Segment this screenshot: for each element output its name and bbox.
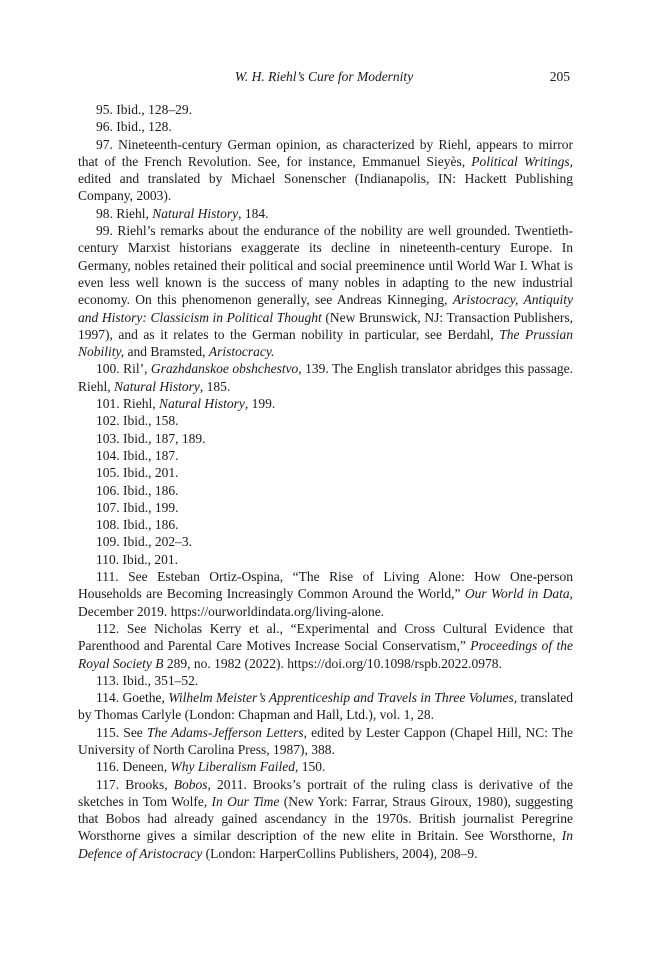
endnote-text: See Nicholas Kerry et al., “Experimental and Cross Cultural Evidence that Parenthood and Parental Care Motives Increase Social Conservatism,” [78, 620, 573, 654]
endnote-text: Riehl, [119, 396, 159, 412]
endnote-text: Ibid., 201. [119, 465, 179, 481]
endnote-text: , 185. [199, 378, 231, 394]
endnote-text: Ibid., 186. [119, 517, 179, 533]
endnote-text: Ibid., 187. [119, 447, 179, 463]
endnote-number: 100. [96, 361, 120, 377]
endnote [78, 758, 573, 775]
endnote [78, 672, 573, 689]
endnote-number: 97. [96, 136, 113, 152]
endnote [78, 689, 573, 724]
endnote-text: , December 2019. https://ourworldindata.org/living-alone. [78, 586, 573, 619]
running-head: W. H. Riehl’s Cure for Modernity [234, 69, 414, 84]
page-header [78, 69, 570, 87]
endnote [78, 464, 573, 481]
endnote [78, 118, 573, 135]
endnote-text: See Esteban Ortiz-Ospina, “The Rise of Living Alone: How One-person Households are Becoming Increasingly Common Around the World,” [78, 569, 573, 602]
endnote-number: 110. [96, 551, 120, 567]
endnote [78, 516, 573, 533]
endnote-number: 106. [96, 482, 120, 498]
endnote-text: Riehl, [112, 205, 153, 221]
endnote-text: , 199. [244, 396, 276, 412]
endnote-text: Ibid., 186. [119, 482, 179, 498]
endnote-italic-text: In Defence of Aristocracy [78, 828, 573, 861]
endnote-text: , 184. [238, 205, 269, 221]
endnote-number: 102. [96, 413, 120, 429]
endnote-number: 112. [96, 620, 120, 636]
endnote-italic-text: The Prussian Nobility, [78, 326, 573, 360]
endnote-number: 104. [96, 447, 120, 463]
endnote-text: and Bramsted, [124, 344, 209, 360]
endnote-text: (London: HarperCollins Publishers, 2004), 208–9. [202, 845, 478, 861]
endnote-number: 111. [96, 569, 119, 585]
endnote-text: , 2011. Brooks’s portrait of the ruling class is derivative of the sketches in Tom Wolfe, [78, 776, 573, 809]
endnote-text: Ibid., 128–29. [112, 102, 192, 117]
endnote-italic-text: Bobos [173, 776, 208, 792]
endnote [78, 101, 573, 118]
endnote-text: Ibid., 351–52. [119, 672, 199, 688]
endnote-number: 108. [96, 517, 120, 533]
endnote-number: 113. [96, 672, 120, 688]
endnote-italic-text: The Adams-Jefferson Letters [146, 724, 304, 740]
endnote-number: 103. [96, 430, 120, 446]
endnote [78, 482, 573, 499]
endnote-text: Goethe, [119, 690, 169, 706]
endnote-text: 139. The English translator abridges this passage. Riehl, [78, 361, 573, 394]
endnote-italic-text: Grazhdanskoe obshchestvo, [150, 361, 302, 377]
endnote-italic-text: In Our Time [211, 793, 280, 809]
endnote-text: Ibid., 187, 189. [119, 430, 206, 446]
endnote-italic-text: Political Writings, [471, 153, 573, 169]
endnote-text: Brooks, [119, 776, 174, 792]
endnote [78, 395, 573, 412]
endnote-text: (New Brunswick, NJ: Transaction Publishers, 1997), and as it relates to the German nobility in particular, see Berdahl, [78, 309, 573, 342]
endnote [78, 430, 573, 447]
endnote-number: 114. [96, 690, 120, 706]
endnote-italic-text: Why Liberalism Failed [170, 759, 295, 775]
endnote-text: Deneen, [119, 759, 171, 775]
endnote-italic-text: Our World in Data [464, 586, 570, 602]
endnote-text: See [119, 724, 147, 740]
endnote-number: 115. [96, 724, 120, 740]
endnote [78, 499, 573, 516]
endnote [78, 447, 573, 464]
endnote [78, 551, 573, 568]
endnote-text: Ril’, [119, 361, 151, 377]
endnote [78, 620, 573, 672]
endnote-text: Ibid., 202–3. [119, 534, 192, 550]
endnote-number: 98. [96, 205, 113, 221]
endnote [78, 724, 573, 759]
endnote-text: Ibid., 199. [119, 499, 179, 515]
endnote-italic-text: Wilhelm Meister’s Apprenticeship and Travels in Three Volumes [168, 690, 514, 706]
endnote-text: , translated by Thomas Carlyle (London: Chapman and Hall, Ltd.), vol. 1, 28. [78, 690, 574, 723]
endnote-italic-text: Aristocracy. [208, 344, 275, 360]
endnote-text: Nineteenth-century German opinion, as characterized by Riehl, appears to mirror that of the French Revolution. See, for instance, Emmanuel Sieyès, [78, 136, 573, 169]
endnote-text: 289, no. 1982 (2022). https://doi.org/10.1098/rspb.2022.0978. [163, 655, 502, 671]
endnote-number: 95. [96, 102, 113, 117]
endnote [78, 776, 573, 862]
endnote-italic-text: Natural History [159, 396, 245, 412]
endnote-italic-text: Proceedings of the Royal Society B [78, 638, 573, 671]
page-number: 205 [549, 69, 570, 84]
endnote-number: 117. [96, 776, 120, 792]
endnote [78, 412, 573, 429]
endnote-text: , edited by Lester Cappon (Chapel Hill, NC: The University of North Carolina Press, 1987), 388. [78, 724, 573, 757]
endnote-text: Ibid., 128. [112, 119, 172, 135]
endnote-text: Ibid., 201. [119, 551, 178, 567]
endnote-number: 116. [96, 759, 120, 775]
endnote [78, 533, 573, 550]
endnote-italic-text: Natural History [114, 378, 200, 394]
endnote [78, 205, 573, 222]
endnote-text: Ibid., 158. [119, 413, 179, 429]
endnote-number: 105. [96, 465, 120, 481]
endnote-italic-text: Natural History [152, 205, 239, 221]
endnote-text: Riehl’s remarks about the endurance of the nobility are well grounded. Twentieth-century Marxist historians exaggerate its decline in nineteenth-century Europe. In Germany, nobles retained their political and social preeminence until World War I. What is even less well known is the success of many nobles in adapting to the new industrial economy. On this phenomenon generally, see Andreas Kinneging, [78, 223, 573, 308]
endnote-number: 96. [96, 119, 113, 135]
endnote [78, 568, 573, 620]
endnote-number: 101. [96, 396, 120, 412]
endnote-number: 107. [96, 499, 120, 515]
endnote-text: (New York: Farrar, Straus Giroux, 1980), suggesting that Bobos had already gained ascendancy in the 1970s. British journalist Peregrine Worsthorne gives a similar description of the new elite in Britain. See Worsthorne, [78, 793, 573, 844]
endnote-number: 99. [96, 223, 113, 239]
endnote-text: , 150. [294, 759, 326, 775]
endnotes-list [78, 101, 573, 862]
endnote-italic-text: Aristocracy, Antiquity and History: Classicism in Political Thought [78, 292, 573, 325]
endnote-number: 109. [96, 534, 120, 550]
endnote [78, 136, 573, 205]
endnote [78, 222, 573, 360]
endnote-text: edited and translated by Michael Sonenscher (Indianapolis, IN: Hackett Publishing Company, 2003). [78, 171, 573, 204]
endnote [78, 360, 573, 395]
